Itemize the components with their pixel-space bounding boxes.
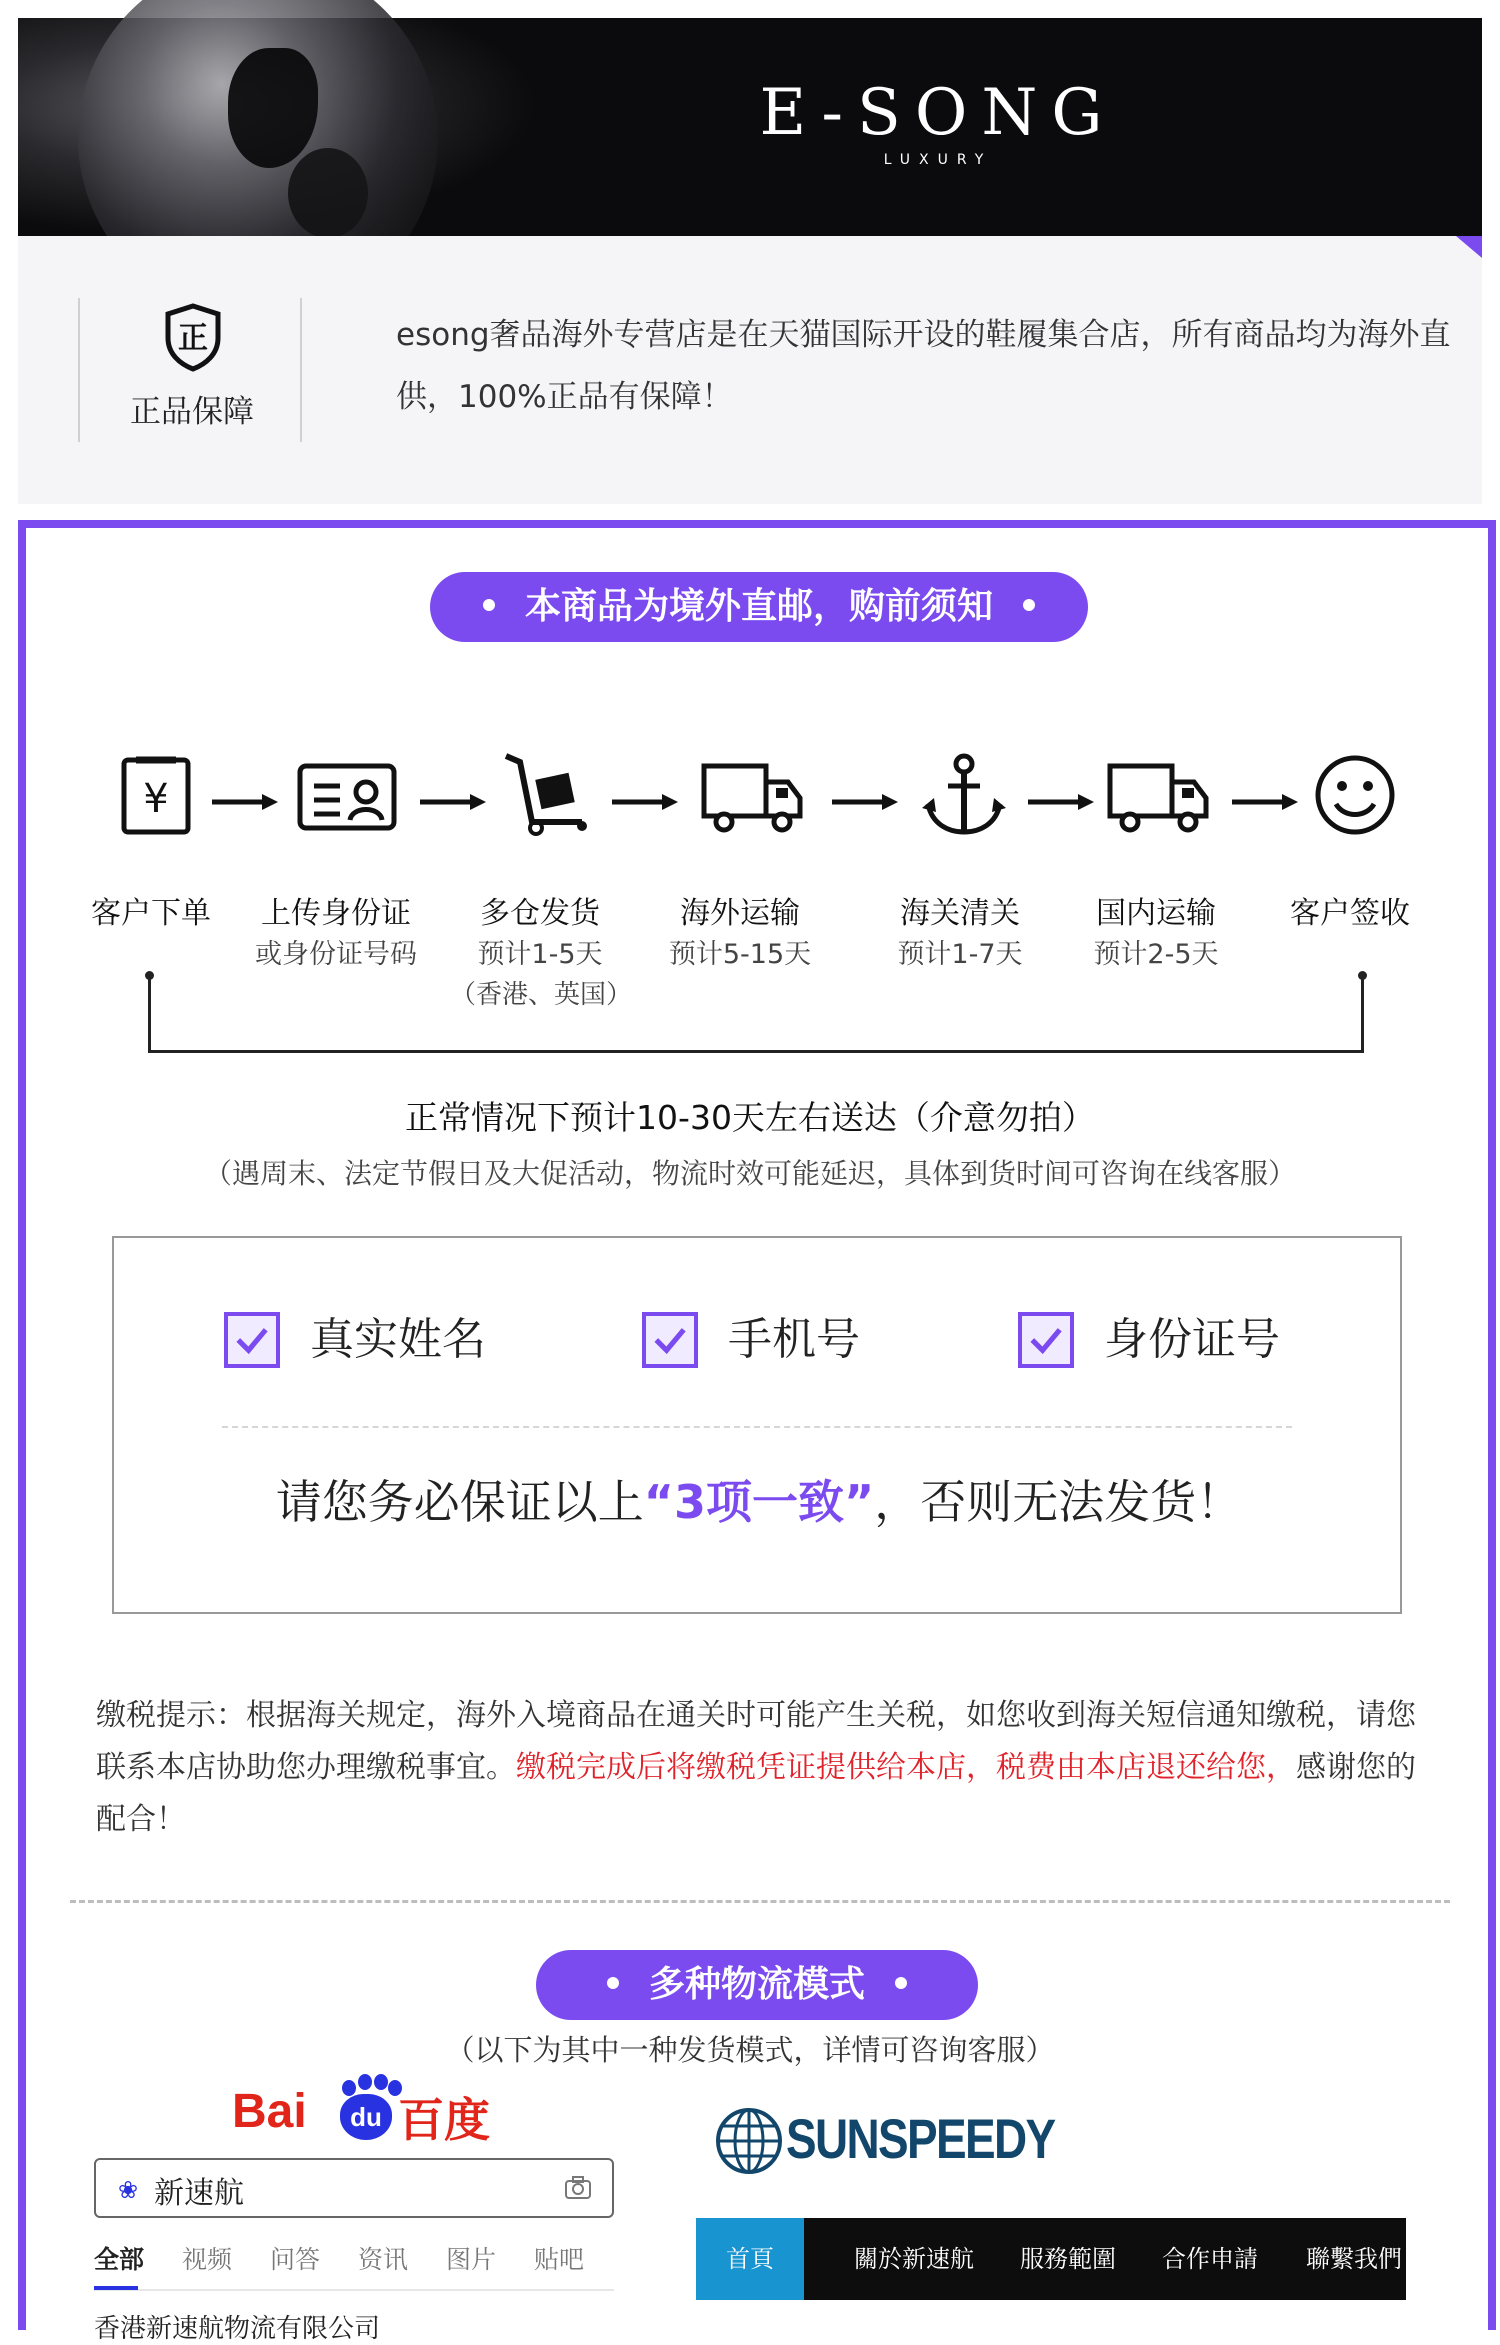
brand-sub: LUXURY [883, 152, 993, 168]
truck-icon [1106, 752, 1212, 838]
sunspeedy-logo-text: SUNSPEEDY [786, 2107, 1055, 2170]
warning-suffix: ，否则无法发货！ [874, 1475, 1243, 1529]
logistics-title-pill [536, 1950, 978, 2020]
step-title: 海外运输 [680, 896, 800, 931]
anchor-icon [918, 752, 1010, 838]
guarantee-badge [78, 298, 302, 442]
arrow-right-icon [212, 792, 278, 812]
tab-video[interactable]: 视频 [182, 2245, 233, 2274]
arrow-right-icon [612, 792, 678, 812]
delivery-estimate: 正常情况下预计10-30天左右送达（介意勿拍） [405, 1098, 1095, 1137]
verify-box [112, 1236, 1402, 1614]
tab-all[interactable]: 全部 [94, 2245, 145, 2274]
tax-notice [96, 1690, 1416, 1846]
step-sub: 预计1-5天 [477, 939, 603, 970]
logistics-sub: （以下为其中一种发货模式，详情可咨询客服） [445, 2033, 1055, 2067]
step-title: 海关清关 [900, 896, 1020, 931]
baidu-logo-cn: 百度 [398, 2093, 490, 2147]
header-banner [18, 18, 1482, 236]
checkbox-checked-icon [1018, 1312, 1074, 1368]
tax-label: 缴税提示： [96, 1698, 246, 1733]
guarantee-label: 正品保障 [130, 394, 254, 430]
receipt-yen-icon [116, 752, 196, 838]
sunspeedy-nav [696, 2218, 1406, 2300]
tax-thanks: 感谢您的配合！ [96, 1750, 1416, 1837]
shield-icon [162, 302, 224, 372]
step-title: 客户下单 [91, 896, 211, 931]
baidu-logo-du: du [340, 2094, 392, 2140]
handcart-icon [502, 752, 594, 838]
guarantee-text: esong奢品海外专营店是在天猫国际开设的鞋履集合店，所有商品均为海外直供，100%正品有保障！ [396, 317, 1451, 415]
tax-text: 根据海关规定，海外入境商品在通关时可能产生关税，如您收到海关短信通知缴税，请您联系本店协助您办理缴税事宜。 [96, 1698, 1416, 1785]
tax-refund-text: 缴税完成后将缴税凭证提供给本店，税费由本店退还给您， [516, 1750, 1296, 1785]
svg-text:正: 正 [178, 321, 208, 356]
step-title: 上传身份证 [261, 896, 411, 931]
smiley-icon [1312, 752, 1398, 838]
verify-label: 真实姓名 [310, 1314, 486, 1365]
globe-icon [714, 2106, 784, 2176]
arrow-right-icon [1232, 792, 1298, 812]
active-tab-indicator [94, 2286, 138, 2290]
brand-name: E-SONG [759, 76, 1117, 150]
baidu-paw-icon: ❀ [118, 2176, 139, 2204]
corner-accent [1456, 236, 1482, 258]
checkbox-checked-icon [642, 1312, 698, 1368]
baidu-logo-bai: Bai [232, 2085, 307, 2138]
section-divider [70, 1900, 1450, 1903]
step-title: 客户签收 [1290, 896, 1410, 931]
tab-tieba[interactable]: 贴吧 [534, 2245, 585, 2274]
checkbox-checked-icon [224, 1312, 280, 1368]
brand-logo [738, 76, 1138, 168]
tab-qa[interactable]: 问答 [270, 2245, 321, 2274]
nav-contact[interactable]: 聯繫我們 [1306, 2245, 1402, 2273]
arrow-right-icon [1028, 792, 1094, 812]
truck-icon [700, 752, 806, 838]
search-result[interactable] [94, 2308, 614, 2322]
logistics-title: 多种物流模式 [648, 1964, 865, 2005]
search-query: 新速航 [154, 2176, 244, 2211]
divider [222, 1426, 1292, 1428]
sunspeedy-logo [708, 2100, 1055, 2182]
step-sub: 预计5-15天 [668, 939, 812, 970]
camera-icon[interactable] [564, 2176, 592, 2200]
step-sub: 或身份证号码 [255, 939, 417, 970]
nav-cooperation[interactable]: 合作申請 [1162, 2245, 1258, 2273]
id-card-icon [296, 752, 398, 838]
verify-label: 手机号 [728, 1314, 860, 1365]
nav-services[interactable]: 服務範圍 [1020, 2245, 1116, 2273]
nav-about[interactable]: 關於新速航 [854, 2245, 974, 2273]
step-title: 多仓发货 [480, 896, 600, 931]
flow-bracket [148, 977, 1364, 1053]
notice-title-pill [430, 572, 1088, 642]
baidu-logo [232, 2076, 492, 2146]
step-sub: （香港、英国） [449, 980, 632, 1010]
nav-home[interactable]: 首頁 [696, 2218, 804, 2300]
tab-news[interactable]: 资讯 [358, 2245, 409, 2274]
delivery-note: （遇周末、法定节假日及大促活动，物流时效可能延迟，具体到货时间可咨询在线客服） [203, 1157, 1296, 1190]
verify-warning [114, 1466, 1404, 1532]
svg-text:¥: ¥ [143, 776, 169, 822]
guarantee-strip [18, 236, 1482, 504]
tabs-baseline [94, 2289, 614, 2291]
tab-images[interactable]: 图片 [446, 2245, 497, 2274]
warning-highlight: “3项一致” [643, 1475, 875, 1529]
baidu-tabs [94, 2240, 614, 2286]
verify-label: 身份证号 [1104, 1314, 1280, 1365]
baidu-search-input[interactable] [94, 2158, 614, 2218]
arrow-right-icon [420, 792, 486, 812]
step-title: 国内运输 [1096, 896, 1216, 931]
step-sub: 预计1-7天 [897, 939, 1023, 970]
warning-prefix: 请您务必保证以上 [275, 1475, 644, 1529]
step-sub: 预计2-5天 [1093, 939, 1219, 970]
notice-title: 本商品为境外直邮，购前须知 [524, 586, 993, 627]
arrow-right-icon [832, 792, 898, 812]
